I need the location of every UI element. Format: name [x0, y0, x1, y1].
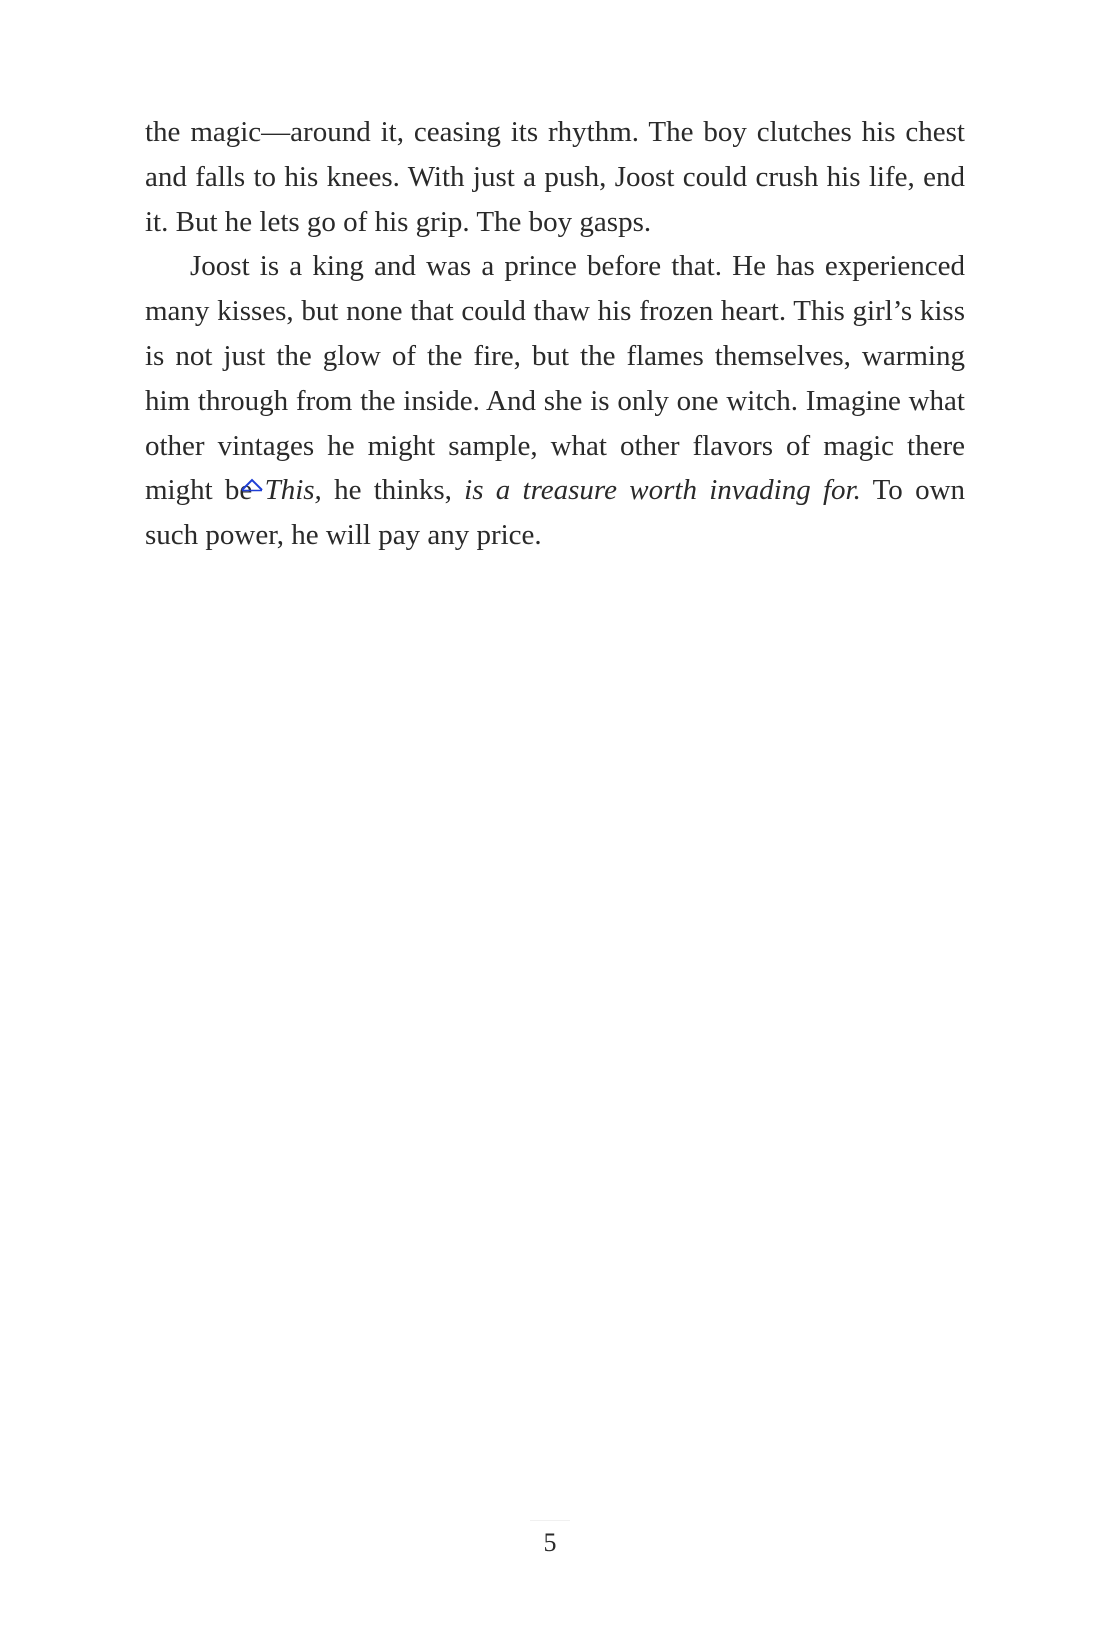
body-text — [145, 110, 965, 558]
paragraph-2-text-a: Joost is a king and was a prince before that. He has experienced many kisses, but none that could thaw his frozen heart. This girl’s kiss is not just the glow of the fire, but the flames themselves, warming him through from the inside. And she is only one witch. Imagine what other vintages he might sample, what other flavors of magic there might be — [145, 250, 965, 507]
insertion-caret-svg — [238, 478, 266, 492]
paragraph-2-italic-this: This, — [252, 474, 322, 507]
page-number-rule — [530, 1520, 570, 1521]
paragraph-2 — [145, 244, 965, 558]
paragraph-1 — [145, 110, 965, 244]
paragraph-2-italic-treasure: is a treasure worth invading for. — [464, 474, 861, 507]
paragraph-1-text: the magic—around it, ceasing its rhythm. The boy clutches his chest and falls to his knees. With just a push, Joost could crush his life, end it. But he lets go of his grip. The boy gasps. — [145, 116, 965, 238]
page-number: 5 — [543, 1528, 557, 1557]
paragraph-2-text-b: he thinks, — [321, 474, 465, 507]
paragraph-2-text-c: To own such power, he will pay any price. — [145, 474, 966, 552]
